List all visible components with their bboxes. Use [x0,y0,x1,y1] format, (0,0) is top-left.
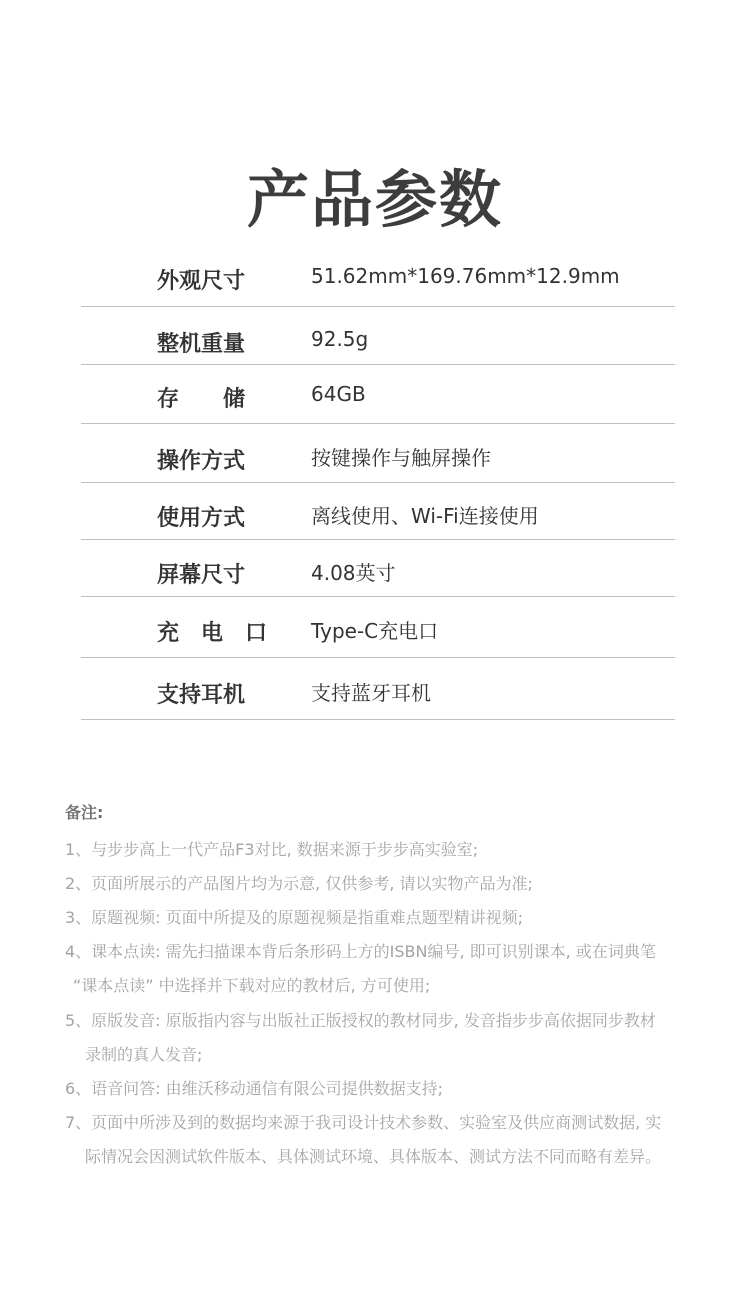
spec-value: 64GB [311,382,366,406]
spec-label: 整机重量 [157,332,246,357]
notes-title: 备注: [65,803,104,822]
note-line: 1、与步步高上一代产品F3对比, 数据来源于步步高实验室; [65,840,479,859]
spec-row-screen [81,540,675,597]
note-line: “课本点读” 中选择并下载对应的教材后, 方可使用; [73,976,431,995]
spec-row-dimensions [81,245,675,307]
spec-row-operation [81,424,675,483]
spec-label: 支持耳机 [157,683,246,708]
spec-row-headphones [81,658,675,720]
note-line: 6、语音问答: 由维沃移动通信有限公司提供数据支持; [65,1079,444,1098]
spec-row-usage [81,483,675,540]
note-line: 5、原版发音: 原版指内容与出版社正版授权的教材同步, 发音指步步高依据同步教材 [65,1011,656,1030]
spec-row-weight [81,307,675,365]
spec-label: 充 电 口 [157,621,268,646]
spec-value: Type-C充电口 [311,619,439,643]
spec-label: 存 储 [157,387,246,412]
note-line: 3、原题视频: 页面中所提及的原题视频是指重难点题型精讲视频; [65,908,524,927]
spec-label: 外观尺寸 [157,269,246,294]
spec-value: 离线使用、Wi-Fi连接使用 [311,504,539,528]
spec-row-charging-port [81,597,675,658]
spec-value: 92.5g [311,327,369,351]
note-line: 际情况会因测试软件版本、具体测试环境、具体版本、测试方法不同而略有差异。 [85,1147,662,1166]
page-title: 产品参数 [246,163,503,236]
spec-label: 使用方式 [157,506,246,531]
note-line: 4、课本点读: 需先扫描课本背后条形码上方的ISBN编号, 即可识别课本, 或在词典笔 [65,942,656,961]
spec-label: 屏幕尺寸 [157,563,246,588]
spec-value: 4.08英寸 [311,561,396,585]
spec-label: 操作方式 [157,449,246,474]
spec-row-storage [81,365,675,424]
spec-value: 51.62mm*169.76mm*12.9mm [311,264,620,288]
spec-value: 按键操作与触屏操作 [311,446,491,470]
note-line: 录制的真人发音; [85,1045,203,1064]
note-line: 2、页面所展示的产品图片均为示意, 仅供参考, 请以实物产品为准; [65,874,533,893]
spec-value: 支持蓝牙耳机 [311,681,431,705]
note-line: 7、页面中所涉及到的数据均来源于我司设计技术参数、实验室及供应商测试数据, 实 [65,1113,662,1132]
